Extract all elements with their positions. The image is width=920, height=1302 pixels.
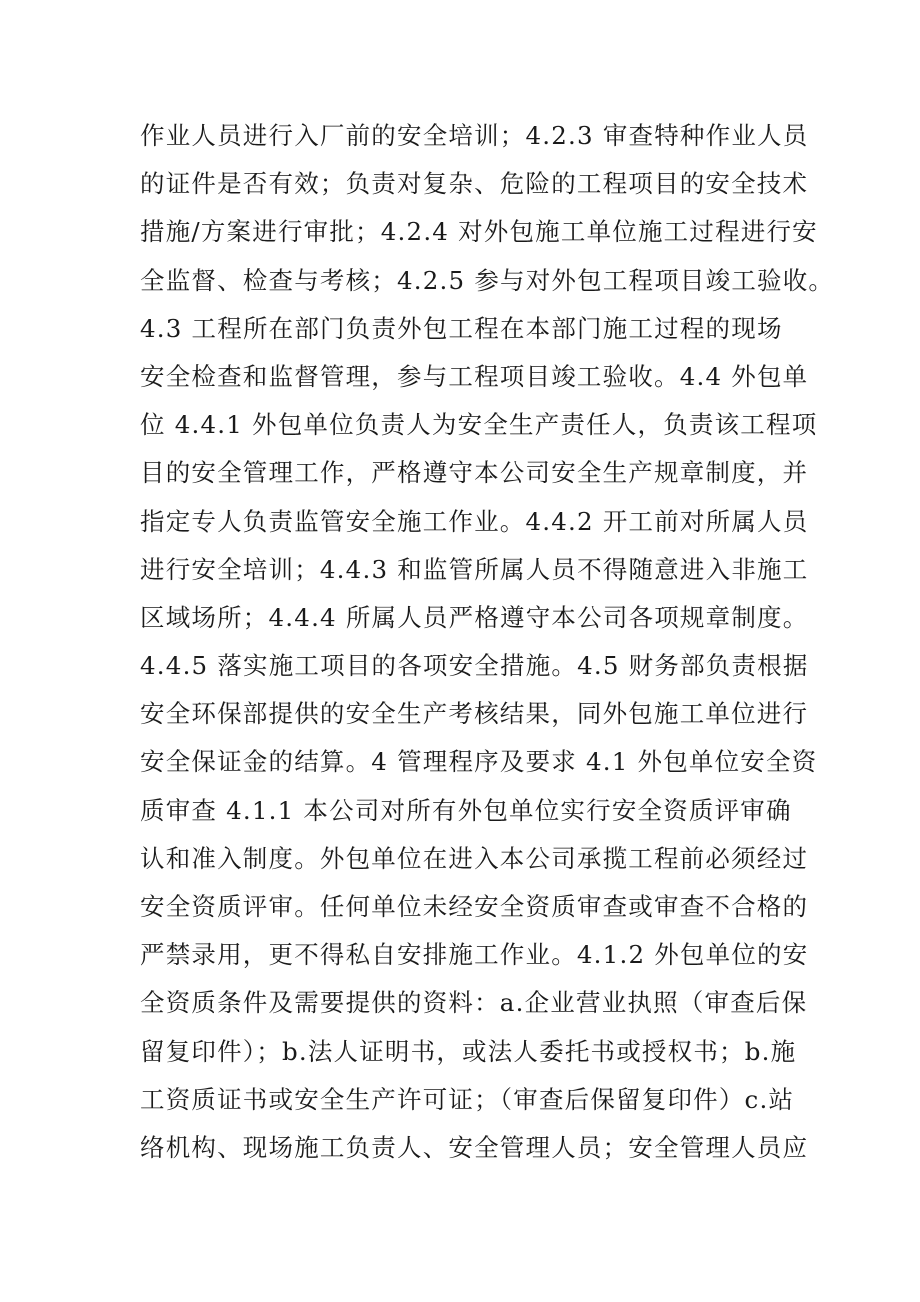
text-line: 留复印件）；b.法人证明书，或法人委托书或授权书；b.施 bbox=[140, 1036, 797, 1066]
text-line: 全资质条件及需要提供的资料：a.企业营业执照（审查后保 bbox=[140, 988, 808, 1018]
text-line: 认和准入制度。外包单位在进入本公司承揽工程前必须经过 bbox=[140, 843, 809, 873]
text-line: 位 4.4.1 外包单位负责人为安全生产责任人，负责该工程项 bbox=[140, 410, 818, 440]
text-line: 质审查 4.1.1 本公司对所有外包单位实行安全资质评审确 bbox=[140, 795, 792, 825]
text-line: 目的安全管理工作，严格遵守本公司安全生产规章制度，并 bbox=[140, 458, 809, 488]
text-line: 进行安全培训；4.4.3 和监管所属人员不得随意进入非施工 bbox=[140, 554, 809, 584]
text-line: 指定专人负责监管安全施工作业。4.4.2 开工前对所属人员 bbox=[140, 506, 809, 536]
text-line: 络机构、现场施工负责人、安全管理人员；安全管理人员应 bbox=[140, 1132, 809, 1162]
text-line: 作业人员进行入厂前的安全培训；4.2.3 审查特种作业人员 bbox=[140, 121, 809, 150]
text-line: 安全资质评审。任何单位未经安全资质审查或审查不合格的 bbox=[140, 892, 809, 921]
text-line: 措施/方案进行审批；4.2.4 对外包施工单位施工过程进行安 bbox=[140, 217, 818, 247]
text-line: 4.3 工程所在部门负责外包工程在本部门施工过程的现场 bbox=[140, 313, 783, 343]
text-line: 安全检查和监督管理，参与工程项目竣工验收。4.4 外包单 bbox=[140, 361, 809, 391]
text-line: 区域场所；4.4.4 所属人员严格遵守本公司各项规章制度。 bbox=[140, 602, 809, 632]
text-line: 安全保证金的结算。4 管理程序及要求 4.1 外包单位安全资 bbox=[140, 747, 818, 777]
text-line: 工资质证书或安全生产许可证；（审查后保留复印件）c.站 bbox=[140, 1084, 795, 1114]
text-line: 全监督、检查与考核；4.2.5 参与对外包工程项目竣工验收。 bbox=[140, 265, 835, 295]
text-line: 严禁录用，更不得私自安排施工作业。4.1.2 外包单位的安 bbox=[140, 940, 809, 970]
text-line: 4.4.5 落实施工项目的各项安全措施。4.5 财务部负责根据 bbox=[140, 651, 809, 681]
text-line: 安全环保部提供的安全生产考核结果，同外包施工单位进行 bbox=[140, 699, 809, 729]
text-line: 的证件是否有效；负责对复杂、危险的工程项目的安全技术 bbox=[140, 169, 809, 199]
body-text bbox=[140, 112, 835, 1172]
